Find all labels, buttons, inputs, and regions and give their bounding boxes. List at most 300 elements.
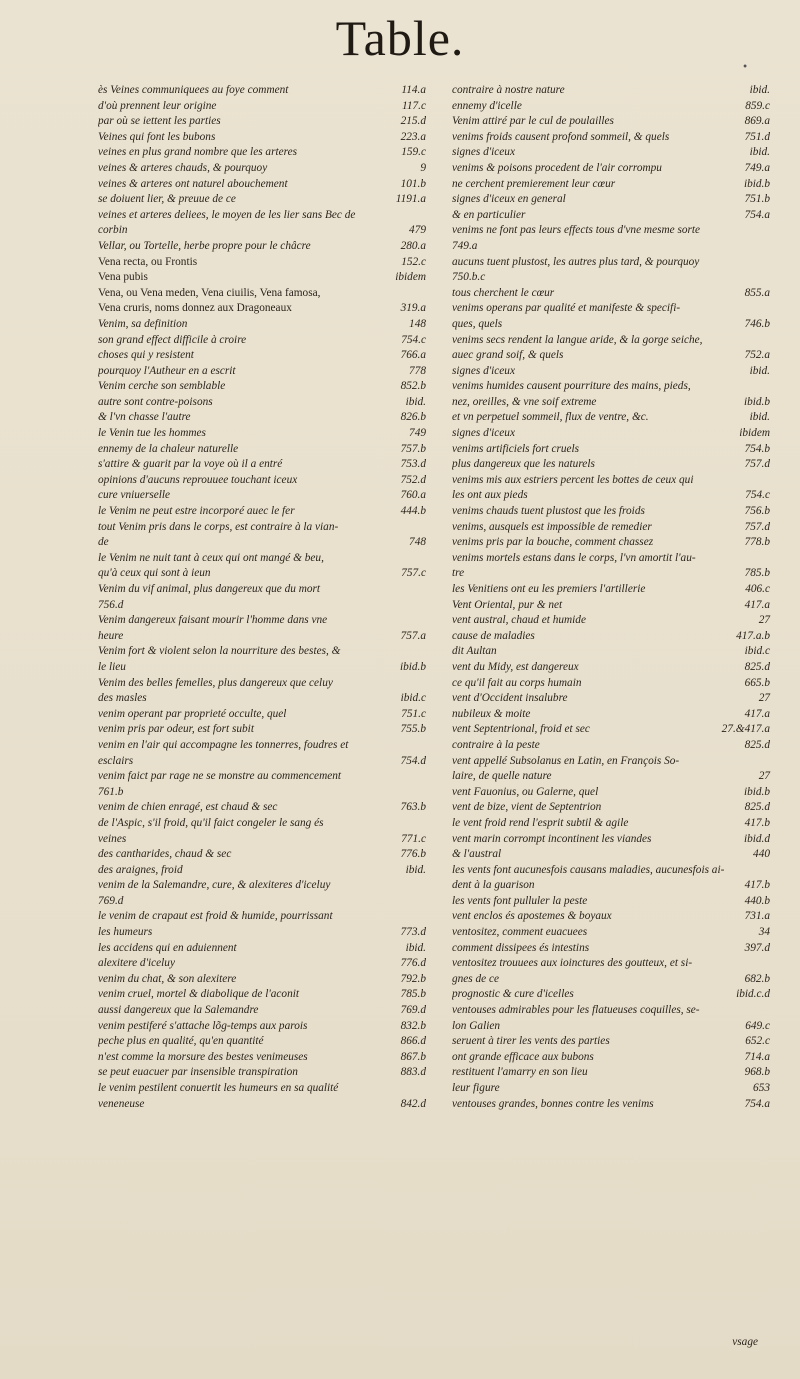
- entry-text: les humeurs: [98, 926, 153, 939]
- page-reference: ibid.b: [743, 785, 770, 798]
- index-entry: [98, 691, 426, 707]
- page-reference: ibid.: [749, 364, 770, 377]
- page-reference: 417.a: [744, 598, 770, 611]
- page-reference: 159.c: [401, 146, 426, 159]
- entry-text: venim operant par proprieté occulte, quel: [98, 707, 287, 720]
- index-entry: [452, 754, 770, 770]
- index-entry: [98, 535, 426, 551]
- index-entry: [98, 644, 426, 660]
- page-reference: 778: [409, 364, 426, 377]
- index-entry: [98, 1019, 426, 1035]
- index-entry: [98, 114, 426, 130]
- entry-text: de: [98, 536, 109, 549]
- page-reference: 785.b: [744, 567, 770, 580]
- entry-text: vent du Midy, est dangereux: [452, 660, 579, 673]
- index-entry: [98, 239, 426, 255]
- entry-text: le venim de crapaut est froid & humide, pourrissant: [98, 910, 333, 923]
- index-entry: [98, 317, 426, 333]
- entry-text: de l'Aspic, s'il froid, qu'il faict congeler le sang és: [98, 816, 324, 829]
- index-entry: [98, 598, 426, 614]
- index-entry: [98, 566, 426, 582]
- entry-text: pourquoy l'Autheur en a escrit: [98, 364, 236, 377]
- entry-text: ennemy de la chaleur naturelle: [98, 442, 239, 455]
- entry-text: Vena pubis: [98, 271, 148, 284]
- entry-text: cure vniuerselle: [98, 489, 171, 502]
- index-entry: [98, 582, 426, 598]
- entry-text: 756.d: [98, 598, 124, 611]
- entry-text: Vena, ou Vena meden, Vena ciuilis, Vena famosa,: [98, 286, 321, 299]
- index-entry: [452, 629, 770, 645]
- entry-text: 769.d: [98, 894, 124, 907]
- entry-text: les vents font aucunesfois causans maladies, aucunesfois ai-: [452, 863, 725, 876]
- entry-text: dit Aultan: [452, 645, 497, 658]
- index-entry: [98, 395, 426, 411]
- entry-text: vent de bize, vient de Septentrion: [452, 801, 602, 814]
- entry-text: vent enclos és apostemes & boyaux: [452, 910, 612, 923]
- index-entry: [98, 925, 426, 941]
- page-reference: 114.a: [401, 84, 426, 96]
- index-entry: [452, 83, 770, 99]
- entry-text: qu'à ceux qui sont à ieun: [98, 567, 211, 580]
- page-reference: 773.d: [400, 926, 426, 939]
- entry-text: Venim attiré par le cul de poulailles: [452, 115, 614, 128]
- page-reference: 397.d: [744, 941, 770, 954]
- page-reference: ibid.c: [744, 645, 770, 658]
- entry-text: son grand effect difficile à croire: [98, 333, 247, 346]
- page-reference: 319.a: [400, 302, 426, 315]
- index-entry: [452, 1003, 770, 1019]
- entry-text: contraire à la peste: [452, 738, 540, 751]
- entry-text: Venim du vif animal, plus dangereux que du mort: [98, 583, 321, 595]
- index-entry: [98, 800, 426, 816]
- index-entry: [452, 582, 770, 598]
- page-reference: ibid.: [405, 863, 426, 876]
- page-reference: 755.b: [400, 723, 426, 736]
- index-entry: [98, 473, 426, 489]
- index-entry: [98, 161, 426, 177]
- index-entry: [98, 754, 426, 770]
- index-entry: [452, 442, 770, 458]
- page-reference: 749: [409, 427, 426, 440]
- page-reference: 117.c: [402, 99, 426, 112]
- entry-text: le Venim ne peut estre incorporé auec le fer: [98, 505, 295, 518]
- index-entry: [98, 660, 426, 676]
- page-reference: 757.a: [400, 629, 426, 642]
- page-reference: 9: [420, 161, 426, 174]
- entry-text: aucuns tuent plustost, les autres plus tard, & pourquoy: [452, 255, 700, 268]
- corner-mark: •: [742, 62, 748, 73]
- index-entry: [452, 379, 770, 395]
- page-reference: 731.a: [744, 910, 770, 923]
- entry-text: venims chauds tuent plustost que les froids: [452, 505, 645, 518]
- index-entry: [452, 457, 770, 473]
- index-entry: [98, 956, 426, 972]
- index-entry: [98, 941, 426, 957]
- entry-text: signes d'iceux en general: [452, 193, 566, 206]
- index-entry: [452, 1065, 770, 1081]
- index-entry: [98, 972, 426, 988]
- index-entry: [452, 738, 770, 754]
- entry-text: veneneuse: [98, 1097, 145, 1110]
- page-reference: 479: [409, 224, 426, 237]
- entry-text: venim pestiferé s'attache lõg-temps aux parois: [98, 1019, 308, 1032]
- entry-text: Venim fort & violent selon la nourriture des bestes, &: [98, 645, 341, 658]
- entry-text: Venim dangereux faisant mourir l'homme dans vne: [98, 614, 328, 627]
- entry-text: veines & arteres chauds, & pourquoy: [98, 161, 268, 174]
- index-entry: [98, 99, 426, 115]
- entry-text: venims operans par qualité et manifeste & specifi-: [452, 302, 681, 315]
- entry-text: tous cherchent le cœur: [452, 286, 555, 299]
- index-entry: [452, 598, 770, 614]
- entry-text: cause de maladies: [452, 629, 535, 642]
- index-entry: [98, 1050, 426, 1066]
- index-entry: [98, 442, 426, 458]
- page-reference: 751.d: [744, 130, 770, 143]
- page-reference: 754.a: [744, 208, 770, 221]
- index-entry: [452, 816, 770, 832]
- page-reference: 751.b: [744, 193, 770, 206]
- page-reference: 825.d: [744, 738, 770, 751]
- index-entry: [98, 208, 426, 224]
- index-entry: [98, 192, 426, 208]
- index-entry: [452, 239, 770, 255]
- index-entry: [452, 832, 770, 848]
- entry-text: & l'vn chasse l'autre: [98, 411, 191, 424]
- index-entry: [452, 785, 770, 801]
- index-entry: [452, 426, 770, 442]
- index-entry: [98, 1034, 426, 1050]
- entry-text: des cantharides, chaud & sec: [98, 848, 232, 861]
- entry-text: d'où prennent leur origine: [98, 99, 217, 112]
- index-entry: [452, 800, 770, 816]
- page-reference: 776.d: [400, 957, 426, 970]
- entry-text: opinions d'aucuns reprouuee touchant iceux: [98, 473, 298, 486]
- entry-text: laire, de quelle nature: [452, 770, 552, 783]
- index-entry: [98, 1003, 426, 1019]
- index-entry: [452, 660, 770, 676]
- entry-text: venims mis aux estriers percent les bottes de ceux qui: [452, 473, 694, 486]
- page-reference: 754.c: [745, 489, 770, 502]
- index-entry: [98, 894, 426, 910]
- entry-text: venim cruel, mortel & diabolique de l'aconit: [98, 988, 300, 1001]
- page-reference: 776.b: [400, 848, 426, 861]
- index-entry: [98, 878, 426, 894]
- index-entry: [98, 1097, 426, 1113]
- page-reference: 440.b: [744, 894, 770, 907]
- page-reference: ibid.c.d: [736, 988, 770, 1001]
- index-entry: [98, 722, 426, 738]
- page-reference: 215.d: [400, 115, 426, 128]
- entry-text: vent marin corrompt incontinent les viandes: [452, 832, 652, 845]
- index-entry: [98, 130, 426, 146]
- page-reference: 825.d: [744, 660, 770, 673]
- entry-text: le lieu: [98, 660, 126, 673]
- entry-text: vent Septentrional, froid et sec: [452, 723, 590, 736]
- entry-text: Venim, sa definition: [98, 317, 188, 330]
- entry-text: n'est comme la morsure des bestes venimeuses: [98, 1050, 308, 1063]
- index-entry: [98, 457, 426, 473]
- index-entry: [452, 894, 770, 910]
- page-reference: 652.c: [745, 1035, 770, 1048]
- entry-text: des masles: [98, 692, 147, 705]
- index-entry: [98, 785, 426, 801]
- index-entry: [98, 348, 426, 364]
- index-entry: [452, 878, 770, 894]
- index-entry: [452, 613, 770, 629]
- index-entry: [452, 333, 770, 349]
- index-entry: [98, 426, 426, 442]
- page-reference: 27: [758, 770, 770, 783]
- entry-text: auec grand soif, & quels: [452, 349, 564, 362]
- index-entry: [98, 707, 426, 723]
- index-entry: [98, 177, 426, 193]
- entry-text: Vena recta, ou Frontis: [98, 255, 198, 268]
- page-reference: ibid.: [405, 941, 426, 954]
- page-reference: 665.b: [744, 676, 770, 689]
- entry-text: esclairs: [98, 754, 134, 767]
- page-reference: 754.c: [401, 333, 426, 346]
- index-entry: [452, 691, 770, 707]
- index-entry: [98, 816, 426, 832]
- page-reference: ibid.c: [400, 692, 426, 705]
- page-reference: 1191.a: [395, 193, 426, 206]
- entry-text: vent d'Occident insalubre: [452, 692, 568, 705]
- index-entry: [452, 364, 770, 380]
- entry-text: le Venin tue les hommes: [98, 427, 206, 440]
- entry-text: 761.b: [98, 785, 124, 798]
- index-entry: [98, 364, 426, 380]
- entry-text: le Venim ne nuit tant à ceux qui ont mangé & beu,: [98, 551, 324, 564]
- page-title: Table.: [335, 10, 465, 66]
- page-reference: 852.b: [400, 380, 426, 393]
- entry-text: heure: [98, 629, 124, 642]
- page-reference: ibid.: [749, 84, 770, 96]
- page-reference: 653: [753, 1082, 770, 1094]
- page-reference: 757.d: [744, 458, 770, 471]
- entry-text: leur figure: [452, 1082, 500, 1094]
- page-reference: 34: [758, 926, 770, 939]
- page-reference: 832.b: [400, 1019, 426, 1032]
- page-reference: 27: [758, 614, 770, 627]
- page-reference: ibid.b: [743, 177, 770, 190]
- page-reference: 749.a: [744, 161, 770, 174]
- index-entry: [452, 520, 770, 536]
- entry-text: les accidens qui en aduiennent: [98, 941, 237, 954]
- entry-text: venims & poisons procedent de l'air corrompu: [452, 161, 662, 174]
- entry-text: venims secs rendent la langue aride, & la gorge seiche,: [452, 333, 703, 346]
- entry-text: ventositez, comment euacuees: [452, 926, 588, 939]
- entry-text: ventouses grandes, bonnes contre les venims: [452, 1097, 654, 1110]
- index-entry: [452, 987, 770, 1003]
- page-reference: 757.b: [400, 442, 426, 455]
- page-reference: 746.b: [744, 317, 770, 330]
- page-reference: 752.d: [400, 473, 426, 486]
- page-reference: 866.d: [400, 1035, 426, 1048]
- entry-text: Venim cerche son semblable: [98, 380, 226, 393]
- entry-text: corbin: [98, 224, 128, 237]
- index-entry: [98, 738, 426, 754]
- index-entry: [98, 504, 426, 520]
- entry-text: ce qu'il fait au corps humain: [452, 676, 582, 689]
- index-entry: [98, 676, 426, 692]
- entry-text: lon Galien: [452, 1019, 501, 1032]
- index-entry: [452, 255, 770, 271]
- page-reference: 763.b: [400, 801, 426, 814]
- index-entry: [98, 145, 426, 161]
- index-entry: [98, 488, 426, 504]
- page-reference: 883.d: [400, 1066, 426, 1079]
- page-reference: 855.a: [744, 286, 770, 299]
- entry-text: veines en plus grand nombre que les arteres: [98, 146, 298, 159]
- index-entry: [452, 769, 770, 785]
- page-reference: 826.b: [400, 411, 426, 424]
- entry-text: ne cerchent premierement leur cœur: [452, 177, 616, 190]
- index-entry: [98, 832, 426, 848]
- entry-text: 749.a: [452, 239, 478, 252]
- entry-text: veines: [98, 832, 127, 845]
- entry-text: ennemy d'icelle: [452, 99, 522, 112]
- page-reference: 101.b: [400, 177, 426, 190]
- index-entry: [452, 941, 770, 957]
- index-entry: [452, 114, 770, 130]
- entry-text: venim du chat, & son alexitere: [98, 972, 237, 985]
- index-entry: [452, 1097, 770, 1113]
- page-reference: 842.d: [400, 1097, 426, 1110]
- index-entry: [452, 130, 770, 146]
- index-entry: [98, 909, 426, 925]
- entry-text: peche plus en qualité, qu'en quantité: [98, 1035, 264, 1048]
- page-reference: ibid.: [749, 411, 770, 424]
- entry-text: des araignes, froid: [98, 863, 183, 876]
- page-reference: 417.b: [744, 879, 770, 892]
- index-entry: [452, 1050, 770, 1066]
- page-reference: 756.b: [744, 505, 770, 518]
- catchword: vsage: [732, 1336, 758, 1348]
- page-reference: 417.b: [744, 816, 770, 829]
- index-entry: [452, 208, 770, 224]
- page-reference: 444.b: [400, 505, 426, 518]
- entry-text: autre sont contre-poisons: [98, 395, 213, 408]
- index-entry: [452, 488, 770, 504]
- entry-text: venims, ausquels est impossible de remedier: [452, 520, 652, 533]
- index-entry: [452, 1081, 770, 1097]
- entry-text: venim de la Salemandre, cure, & alexiteres d'iceluy: [98, 879, 331, 892]
- index-entry: [452, 863, 770, 879]
- page-reference: ibid.b: [399, 660, 426, 673]
- page-reference: 757.c: [401, 567, 426, 580]
- page-reference: 748: [409, 536, 426, 549]
- index-entry: [452, 504, 770, 520]
- index-entry: [452, 395, 770, 411]
- entry-text: venims humides causent pourriture des mains, pieds,: [452, 380, 691, 393]
- index-column-right: [452, 83, 770, 1112]
- index-entry: [452, 301, 770, 317]
- page-reference: 859.c: [745, 99, 770, 112]
- page-reference: 867.b: [400, 1050, 426, 1063]
- page-reference: 752.a: [744, 349, 770, 362]
- entry-text: veines & arteres ont naturel abouchement: [98, 177, 288, 190]
- index-entry: [98, 863, 426, 879]
- page-reference: 27.&417.a: [721, 723, 770, 736]
- page-reference: ibid.b: [743, 395, 770, 408]
- page-reference: 792.b: [400, 972, 426, 985]
- entry-text: tout Venim pris dans le corps, est contraire à la vian-: [98, 520, 339, 533]
- entry-text: signes d'iceux: [452, 364, 515, 377]
- index-entry: [452, 972, 770, 988]
- page-reference: 753.d: [400, 458, 426, 471]
- page-reference: 771.c: [401, 832, 426, 845]
- index-entry: [452, 317, 770, 333]
- entry-text: plus dangereux que les naturels: [452, 458, 595, 471]
- index-entry: [98, 551, 426, 567]
- entry-text: tre: [452, 567, 465, 580]
- entry-text: venim pris par odeur, est fort subit: [98, 723, 254, 736]
- entry-text: restituent l'amarry en son lieu: [452, 1066, 588, 1079]
- entry-text: le vent froid rend l'esprit subtil & agile: [452, 816, 629, 829]
- index-entry: [452, 909, 770, 925]
- entry-text: seruent à tirer les vents des parties: [452, 1035, 610, 1048]
- page-reference: 869.a: [744, 115, 770, 128]
- entry-text: nez, oreilles, & vne soif extreme: [452, 395, 597, 408]
- page-reference: ibid.d: [743, 832, 770, 845]
- index-entry: [98, 286, 426, 302]
- entry-text: le venim pestilent conuertit les humeurs en sa qualité: [98, 1082, 339, 1094]
- page-reference: 757.d: [744, 520, 770, 533]
- index-entry: [452, 956, 770, 972]
- page-reference: 27: [758, 692, 770, 705]
- entry-text: choses qui y resistent: [98, 349, 194, 362]
- index-entry: [98, 769, 426, 785]
- entry-text: venim en l'air qui accompagne les tonnerres, foudres et: [98, 738, 349, 751]
- index-entry: [452, 644, 770, 660]
- index-entry: [98, 255, 426, 271]
- entry-text: & en particulier: [452, 208, 526, 221]
- entry-text: prognostic & cure d'icelles: [452, 988, 574, 1001]
- index-entry: [452, 551, 770, 567]
- page-reference: 223.a: [400, 130, 426, 143]
- index-entry: [98, 410, 426, 426]
- entry-text: Vena cruris, noms donnez aux Dragoneaux: [98, 302, 292, 315]
- entry-text: signes d'iceux: [452, 146, 515, 159]
- index-entry: [98, 629, 426, 645]
- entry-text: venims ne font pas leurs effects tous d'vne mesme sorte: [452, 224, 701, 237]
- page-reference: 406.c: [745, 583, 770, 595]
- page-reference: ibid.: [749, 146, 770, 159]
- index-entry: [452, 145, 770, 161]
- page-reference: 754.b: [744, 442, 770, 455]
- index-entry: [452, 348, 770, 364]
- page-reference: 152.c: [401, 255, 426, 268]
- index-entry: [452, 223, 770, 239]
- entry-text: ès Veines communiquees au foye comment: [98, 84, 289, 96]
- page-reference: 785.b: [400, 988, 426, 1001]
- entry-text: alexitere d'iceluy: [98, 957, 175, 970]
- index-entry: [452, 1034, 770, 1050]
- index-entry: [452, 99, 770, 115]
- index-entry: [98, 270, 426, 286]
- entry-text: venim faict par rage ne se monstre au commencement: [98, 770, 342, 783]
- entry-text: les Venitiens ont eu les premiers l'artillerie: [452, 583, 646, 595]
- index-entry: [452, 410, 770, 426]
- page-reference: 417.a: [744, 707, 770, 720]
- entry-text: Vent Oriental, pur & net: [452, 598, 563, 611]
- index-entry: [98, 520, 426, 536]
- index-entry: [452, 286, 770, 302]
- page-reference: ibidem: [395, 271, 426, 284]
- index-entry: [98, 1065, 426, 1081]
- page-reference: 754.a: [744, 1097, 770, 1110]
- page-reference: 148: [409, 317, 426, 330]
